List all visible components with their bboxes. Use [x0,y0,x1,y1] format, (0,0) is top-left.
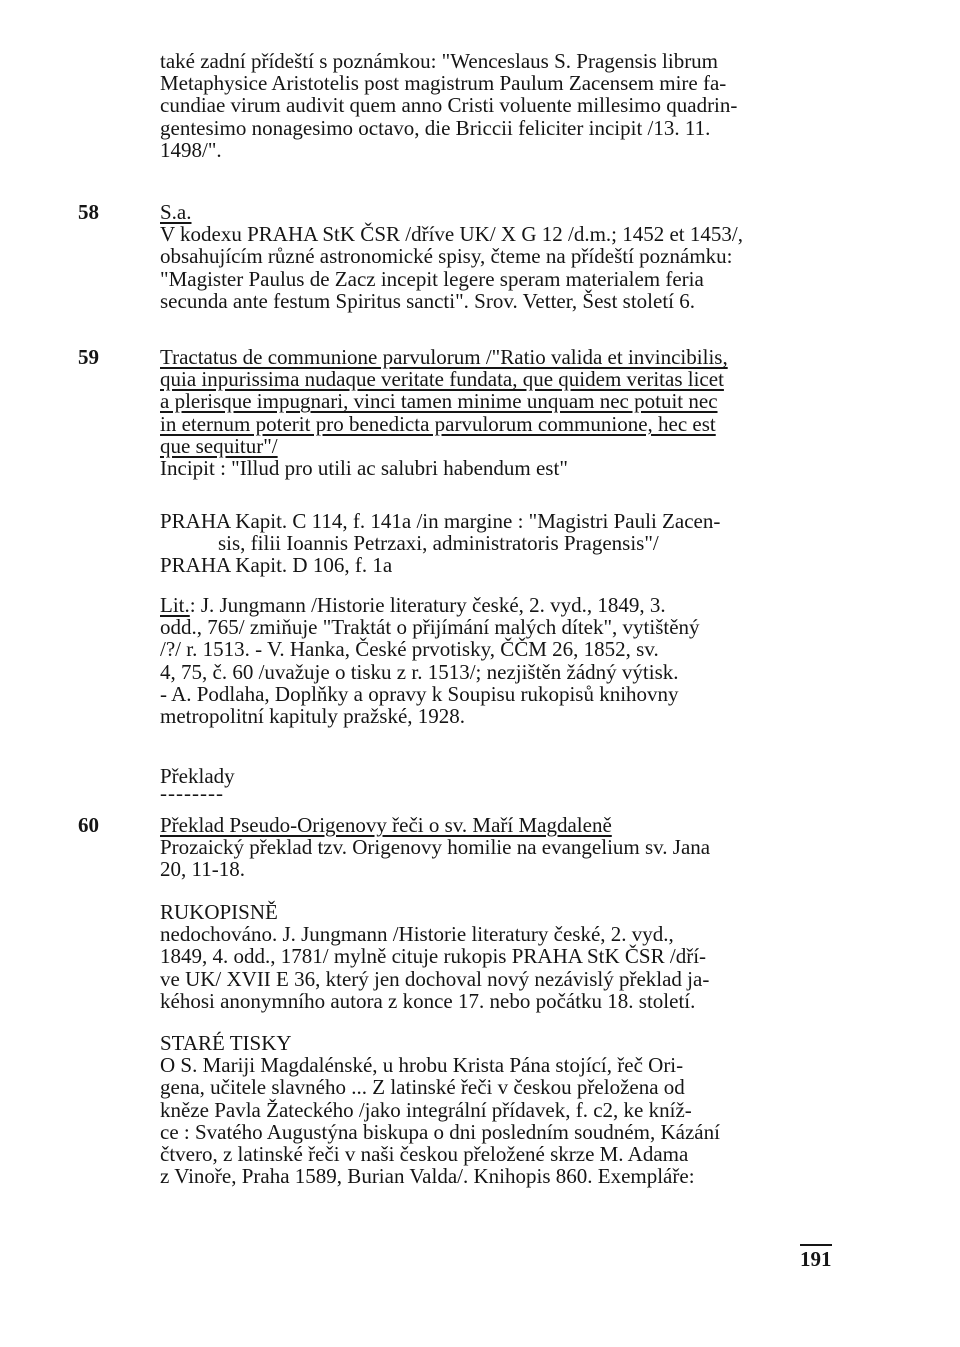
entry-number: 58 [78,200,99,224]
literature-text: : J. Jungmann /Historie literatury české, 2. vyd., 1849, 3. [189,593,666,617]
text-line: secunda ante festum Spiritus sancti". Srov. Vetter, Šest století 6. [160,288,695,313]
heading-dashes: -------- [160,781,224,806]
intro-paragraph [160,50,880,161]
text-line: ve UK/ XVII E 36, který jen dochoval nový nezávislý překlad ja- [160,966,710,991]
text-line: nedochováno. J. Jungmann /Historie literatury české, 2. vyd., [160,922,674,947]
text-line: metropolitní kapituly pražské, 1928. [160,704,466,729]
entry-title-line: Tractatus de communione parvulorum /"Ratio valida et invincibilis, [160,345,728,369]
text-line: 1849, 4. odd., 1781/ mylně cituje rukopis PRAHA StK ČSR /dří- [160,944,707,969]
text-line: V kodexu PRAHA StK ČSR /dříve UK/ X G 12 /d.m.; 1452 et 1453/, [160,222,743,247]
literature-first-line [160,594,880,616]
text-line: 20, 11-18. [160,857,245,882]
entry-number: 59 [78,345,99,369]
manuscript-record: PRAHA Kapit. D 106, f. 1a [160,553,393,578]
text-line: odd., 765/ zmiňuje "Traktát o přijímání malých dítek", vytištěný [160,615,700,640]
page-number: 191 [800,1244,832,1270]
text-line: gentesimo nonagesimo octavo, die Briccii feliciter incipit /13. 11. [160,115,711,140]
entry-title-line: quia inpurissima nudaque veritate fundata, que quidem veritas licet [160,367,724,392]
text-line: "Magister Paulus de Zacz incepit legere speram materialem feria [160,266,704,291]
subsection-heading: RUKOPISNĚ [160,900,278,924]
entry-title-line: in eternum poterit pro benedicta parvulorum communione, hec est [160,411,716,436]
entry-heading: S.a. [160,200,192,224]
manuscripts-60 [160,901,880,1012]
entry-58 [160,201,880,312]
text-line: /?/ r. 1513. - V. Hanka, České prvotisky, ČČM 26, 1852, sv. [160,637,659,662]
text-line: Prozaický překlad tzv. Origenovy homilie na evangelium sv. Jana [160,835,711,860]
text-line: O S. Mariji Magdalénské, u hrobu Krista Pána stojící, řeč Ori- [160,1053,684,1078]
text-line: z Vinoře, Praha 1589, Burian Valda/. Knihopis 860. Exempláře: [160,1164,695,1189]
text-line: obsahujícím různé astronomické spisy, čteme na přídeští poznámku: [160,244,733,269]
text-line: také zadní přídeští s poznámkou: "Wenceslaus S. Pragensis librum [160,49,719,73]
text-line: gena, učitele slavného ... Z latinské řeči v českou přeložena od [160,1075,685,1100]
entry-60 [160,814,880,881]
subsection-heading: STARÉ TISKY [160,1031,292,1055]
text-line: kněze Pavla Žateckého /jako integrální přídavek, f. c2, ke kníž- [160,1097,692,1122]
manuscript-record-continued: sis, filii Ioannis Petrzaxi, administratoris Pragensis"/ [218,531,659,556]
text-line: čtvero, z latinské řeči v naši českou přeložené skrze M. Adama [160,1142,689,1167]
incipit: Incipit : "Illud pro utili ac salubri habendum est" [160,456,568,481]
text-line: ce : Svatého Augustýna biskupa o dni posledním soudném, Kázání [160,1119,720,1144]
literature-label: Lit. [160,593,190,617]
old-prints-60 [160,1032,880,1187]
manuscripts-59 [160,510,880,577]
text-line: Metaphysice Aristotelis post magistrum Paulum Zacensem mire fa- [160,71,727,96]
entry-title: Překlad Pseudo-Origenovy řeči o sv. Maří Magdaleně [160,813,612,837]
entry-title-line: a plerisque impugnari, vinci tamen minime unquam nec potuit nec [160,389,718,414]
text-line: 4, 75, č. 60 /uvažuje o tisku z r. 1513/; nezjištěn žádný výtisk. [160,659,679,684]
literature-59 [160,594,880,727]
section-heading: Překlady [160,764,235,788]
translations-section [160,764,880,806]
text-line: 1498/". [160,137,222,162]
entry-title-line: que sequitur"/ [160,433,278,458]
text-line: kéhosi anonymního autora z konce 17. nebo počátku 18. století. [160,988,696,1013]
text-line: cundiae virum audivit quem anno Cristi voluente millesimo quadrin- [160,93,738,118]
entry-number: 60 [78,813,99,837]
manuscript-record: PRAHA Kapit. C 114, f. 141a /in margine : "Magistri Pauli Zacen- [160,509,721,533]
entry-59 [160,346,880,479]
text-line: - A. Podlaha, Doplňky a opravy k Soupisu rukopisů knihovny [160,681,679,706]
